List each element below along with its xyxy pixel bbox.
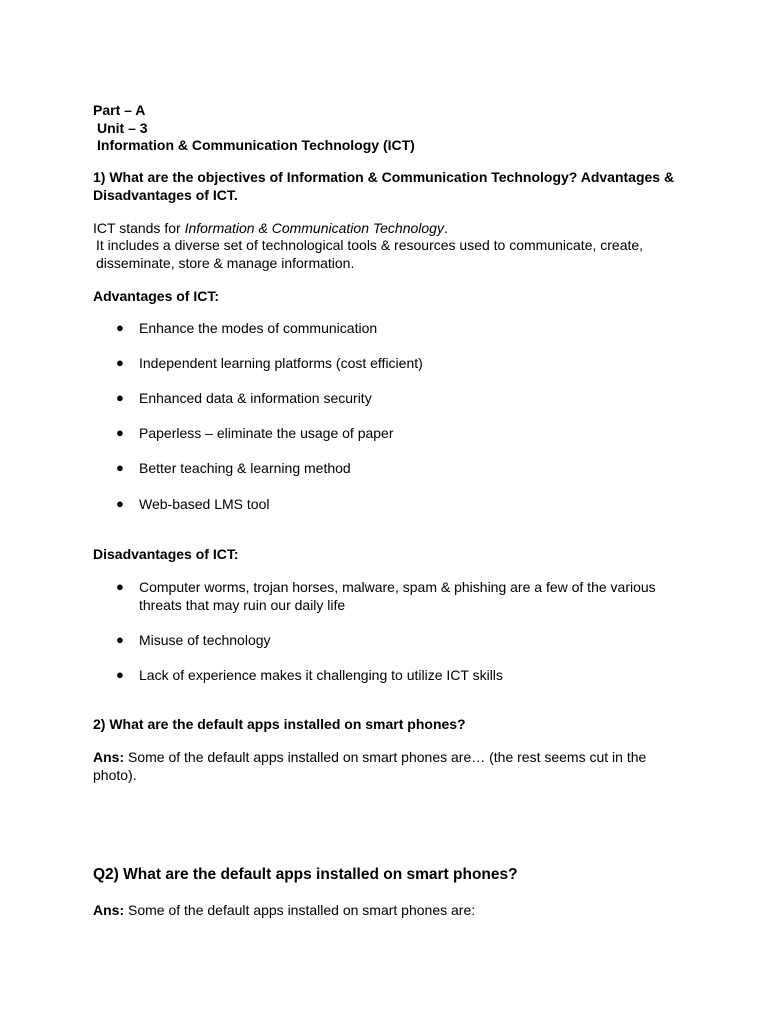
answer-text: Some of the default apps installed on smart phones are… (the rest seems cut in the photo). <box>93 749 647 783</box>
answer-2 <box>93 748 683 784</box>
part-heading: Part – A <box>93 102 146 118</box>
list-item: ● Enhance the modes of communication <box>116 320 378 336</box>
bullet-icon: ● <box>116 320 124 335</box>
advantages-heading: Advantages of ICT: <box>93 288 220 304</box>
question-2: 2) What are the default apps installed on smart phones? <box>93 716 466 732</box>
list-item: ● Enhanced data & information security <box>116 390 372 406</box>
list-item: ● Better teaching & learning method <box>116 460 351 476</box>
intro-line-2: It includes a diverse set of technological tools & resources used to communicate, create, disseminate, store & manage information. <box>96 237 644 271</box>
answer-2-repeat <box>93 901 683 919</box>
bullet-icon: ● <box>116 632 124 647</box>
bullet-icon: ● <box>116 460 124 475</box>
subject-heading: Information & Communication Technology (ICT) <box>97 137 415 153</box>
question-1: 1) What are the objectives of Information & Communication Technology? Advantages & Disadvantages of ICT. <box>93 169 675 203</box>
list-item: ● Paperless – eliminate the usage of paper <box>116 425 394 441</box>
list-item: ● Independent learning platforms (cost efficient) <box>116 355 423 371</box>
unit-heading: Unit – 3 <box>97 120 148 136</box>
list-item: ● Lack of experience makes it challenging to utilize ICT skills <box>116 667 503 683</box>
intro-italic: Information & Communication Technology <box>184 220 444 236</box>
intro-paragraph <box>93 219 683 237</box>
bullet-icon: ● <box>116 579 124 594</box>
list-item: ● Computer worms, trojan horses, malware, spam & phishing are a few of the various threats that may ruin our daily life <box>116 579 656 613</box>
answer-label: Ans: <box>93 902 125 918</box>
disadvantages-heading: Disadvantages of ICT: <box>93 546 239 562</box>
bullet-icon: ● <box>116 425 124 440</box>
bullet-icon: ● <box>116 355 124 370</box>
answer-label: Ans: <box>93 749 125 765</box>
answer-text: Some of the default apps installed on smart phones are: <box>124 902 476 918</box>
list-item: ● Web-based LMS tool <box>116 496 270 512</box>
intro-suffix: . <box>443 220 448 236</box>
bullet-icon: ● <box>116 496 124 511</box>
intro-prefix: ICT stands for <box>93 220 185 236</box>
bullet-icon: ● <box>116 667 124 682</box>
bullet-icon: ● <box>116 390 124 405</box>
question-2-repeat: Q2) What are the default apps installed on smart phones? <box>93 866 518 883</box>
list-item: ● Misuse of technology <box>116 632 271 648</box>
